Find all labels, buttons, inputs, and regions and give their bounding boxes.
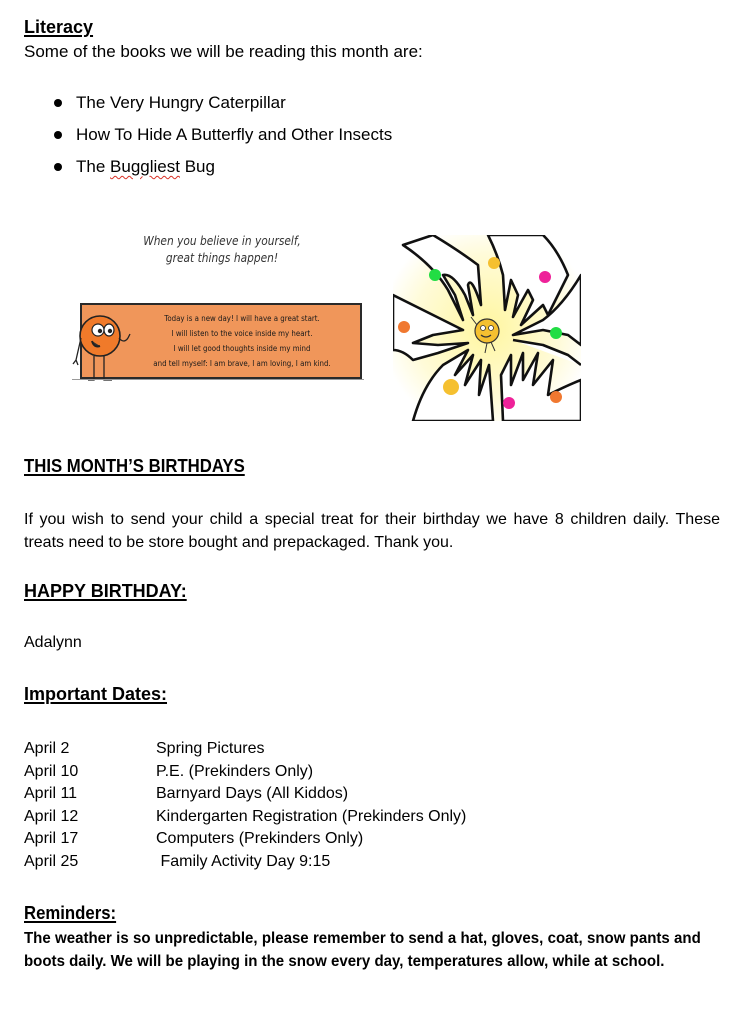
date-row: [24, 738, 466, 761]
important-dates-heading: Important Dates:: [24, 684, 168, 704]
birthdays-heading: THIS MONTH’S BIRTHDAYS: [24, 456, 245, 476]
orange-character-icon: [72, 308, 132, 384]
affirmation-quote-line: great things happen!: [165, 250, 279, 265]
birthdays-paragraph: If you wish to send your child a special treat for their birthday we have 8 children daily. These treats need to be store bought and prepackaged. Thank you.: [24, 511, 720, 551]
event-cell: Barnyard Days (All Kiddos): [156, 785, 349, 803]
literacy-heading: Literacy: [24, 17, 94, 37]
book-title-prefix: The: [76, 157, 111, 176]
spellcheck-flagged-word[interactable]: Buggliest: [110, 157, 180, 176]
book-item: How To Hide A Butterfly and Other Insects: [24, 124, 392, 156]
important-dates-list: [24, 738, 466, 874]
event-cell: Computers (Prekinders Only): [156, 830, 364, 848]
date-row: [24, 783, 466, 806]
banner-line: I will let good thoughts inside my mind: [173, 343, 311, 353]
date-cell: April 2: [24, 740, 70, 757]
birthday-name: Adalynn: [24, 634, 82, 651]
date-cell: April 11: [24, 785, 78, 803]
hands-illustration-icon: [393, 235, 581, 421]
book-item: The Very Hungry Caterpillar: [24, 92, 392, 124]
affirmation-quote-line: When you believe in yourself,: [143, 233, 301, 248]
event-cell: Spring Pictures: [156, 740, 265, 757]
event-cell: P.E. (Prekinders Only): [156, 762, 314, 780]
date-row: [24, 806, 466, 829]
event-cell: Family Activity Day 9:15: [156, 852, 331, 870]
hands-circle-image: [393, 235, 581, 421]
event-cell: Kindergarten Registration (Prekinders Only): [156, 807, 467, 825]
date-row: [24, 828, 466, 851]
date-row: [24, 761, 466, 784]
date-cell: April 12: [24, 807, 79, 825]
date-cell: April 17: [24, 830, 79, 848]
book-title-suffix: Bug: [179, 157, 215, 176]
banner-line: Today is a new day! I will have a great start.: [164, 313, 320, 323]
date-row: [24, 851, 466, 874]
book-item: [24, 156, 392, 188]
reminders-text: The weather is so unpredictable, please remember to send a hat, gloves, coat, snow pants and boots daily. We will be playing in the snow every day, temperatures allow, while at school.: [24, 930, 701, 970]
happy-birthday-heading: HAPPY BIRTHDAY:: [24, 581, 187, 601]
book-list: [24, 92, 392, 188]
date-cell: April 10: [24, 762, 79, 780]
literacy-intro: Some of the books we will be reading this month are:: [24, 42, 423, 61]
affirmation-image: [72, 228, 372, 388]
banner-line: and tell myself: I am brave, I am loving, I am kind.: [153, 358, 331, 368]
date-cell: April 25: [24, 852, 79, 870]
banner-line: I will listen to the voice inside my heart.: [171, 328, 313, 338]
reminders-heading: Reminders:: [24, 903, 117, 923]
